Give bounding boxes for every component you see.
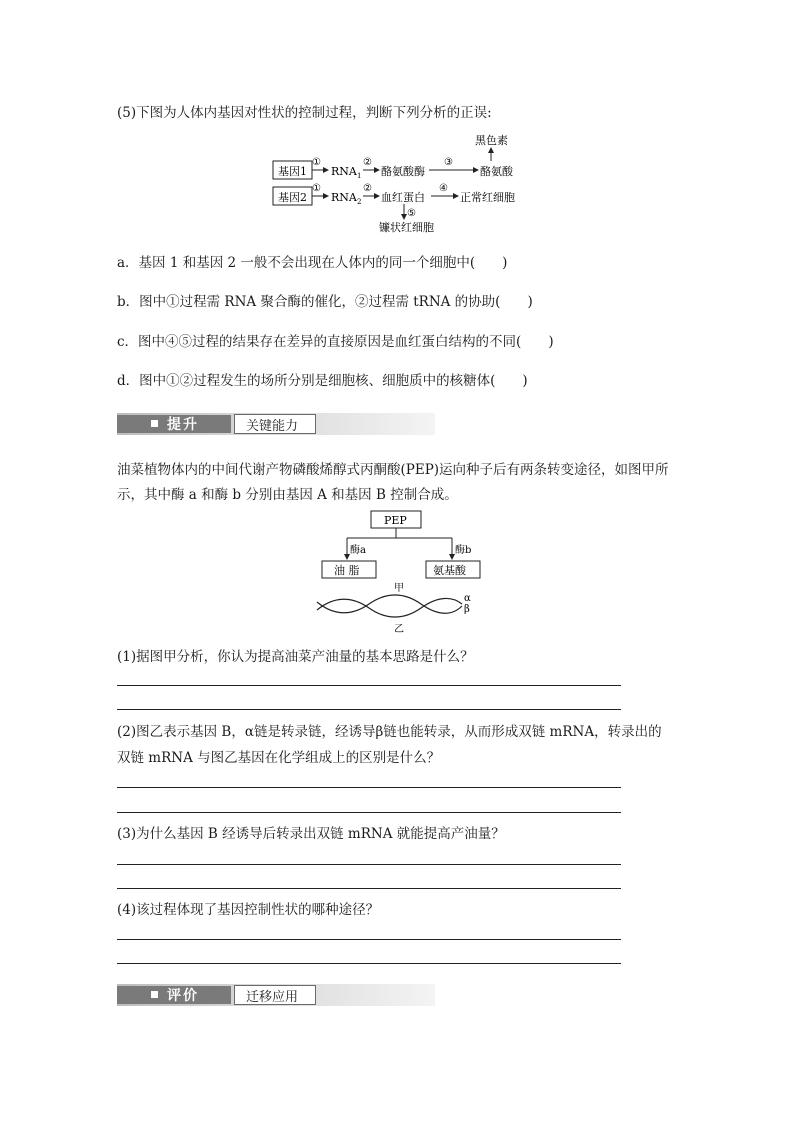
q5-title: (5)下图为人体内基因对性状的控制过程，判断下列分析的正误: bbox=[117, 105, 492, 121]
banner-right-label: 关键能力 bbox=[246, 419, 299, 434]
rna2-sub: 2 bbox=[357, 198, 362, 206]
answer-line-1a bbox=[117, 685, 621, 686]
normal-rbc-label: 正常红细胞 bbox=[460, 191, 515, 204]
section-banner-improve bbox=[117, 413, 435, 435]
answer-line-1b bbox=[117, 709, 621, 710]
question-1: (1)据图甲分析，你认为提高油菜产油量的基本思路是什么？ bbox=[117, 649, 474, 665]
step5-label: ⑤ bbox=[407, 208, 416, 219]
question-2-line1: (2)图乙表示基因 B，α链是转录链，经诱导β链也能转录，从而形成双链 mRNA，转录出的 bbox=[117, 724, 662, 740]
pep-label: PEP bbox=[384, 514, 407, 527]
beta-strand bbox=[317, 595, 462, 613]
hemoglobin-label: 血红蛋白 bbox=[381, 191, 425, 204]
step4-label: ④ bbox=[439, 183, 448, 194]
enzyme-a-label: 酶a bbox=[350, 545, 366, 556]
question-3: (3)为什么基因 B 经诱导后转录出双链 mRNA 就能提高产油量？ bbox=[117, 826, 505, 842]
square-bullet-icon bbox=[151, 420, 158, 427]
alpha-strand bbox=[317, 598, 462, 617]
answer-line-4b bbox=[117, 963, 621, 964]
square-bullet-icon bbox=[151, 991, 158, 998]
answer-line-3b bbox=[117, 888, 621, 889]
enzyme-b-label: 酶b bbox=[455, 545, 472, 556]
yi-label: 乙 bbox=[394, 624, 404, 635]
gene-control-diagram bbox=[270, 130, 530, 236]
alpha-label: α bbox=[464, 593, 471, 604]
section-banner-evaluate bbox=[117, 984, 435, 1006]
rna1-label: RNA bbox=[331, 165, 357, 178]
banner-right-label: 迁移应用 bbox=[246, 990, 299, 1005]
rna2-label: RNA bbox=[331, 191, 357, 204]
q5-item-a: a．基因 1 和基因 2 一般不会出现在人体内的同一个细胞中( ) bbox=[117, 255, 508, 271]
gene1-label: 基因1 bbox=[278, 165, 307, 178]
intro-line-1: 油菜植物体内的中间代谢产物磷酸烯醇式丙酮酸(PEP)运向种子后有两条转变途径，如图甲所 bbox=[117, 462, 669, 478]
amino-label: 氨基酸 bbox=[433, 564, 466, 577]
q5-item-c: c．图中④⑤过程的结果存在差异的直接原因是血红蛋白结构的不同( ) bbox=[117, 334, 554, 350]
melanin-label: 黑色素 bbox=[475, 134, 508, 147]
answer-line-2b bbox=[117, 812, 621, 813]
answer-line-4a bbox=[117, 939, 621, 940]
question-2-line2: 双链 mRNA 与图乙基因在化学组成上的区别是什么？ bbox=[117, 750, 441, 766]
oil-label: 油 脂 bbox=[334, 564, 360, 577]
banner-left-label: 提升 bbox=[167, 417, 199, 433]
step3-label: ③ bbox=[444, 157, 453, 168]
step1-label-b: ① bbox=[312, 183, 321, 194]
question-4: (4)该过程体现了基因控制性状的哪种途径？ bbox=[117, 902, 380, 918]
sickle-rbc-label: 镰状红细胞 bbox=[379, 221, 434, 234]
tyrosinase-label: 酪氨酸酶 bbox=[381, 165, 425, 178]
step2-label-a: ② bbox=[363, 157, 372, 168]
answer-line-2a bbox=[117, 787, 621, 788]
beta-label: β bbox=[464, 604, 470, 615]
q5-item-b: b．图中①过程需 RNA 聚合酶的催化，②过程需 tRNA 的协助( ) bbox=[117, 294, 533, 310]
step2-label-b: ② bbox=[363, 183, 372, 194]
jia-label: 甲 bbox=[394, 583, 404, 594]
gene2-label: 基因2 bbox=[278, 191, 307, 204]
pep-pathway-figure bbox=[312, 508, 482, 638]
banner-left-label: 评价 bbox=[167, 988, 199, 1004]
rna1-sub: 1 bbox=[357, 172, 362, 180]
answer-line-3a bbox=[117, 864, 621, 865]
step1-label-a: ① bbox=[312, 157, 321, 168]
q5-item-d: d．图中①②过程发生的场所分别是细胞核、细胞质中的核糖体( ) bbox=[117, 373, 528, 389]
intro-line-2: 示，其中酶 a 和酶 b 分别由基因 A 和基因 B 控制合成。 bbox=[117, 487, 458, 503]
tyrosine-label: 酪氨酸 bbox=[480, 165, 513, 178]
